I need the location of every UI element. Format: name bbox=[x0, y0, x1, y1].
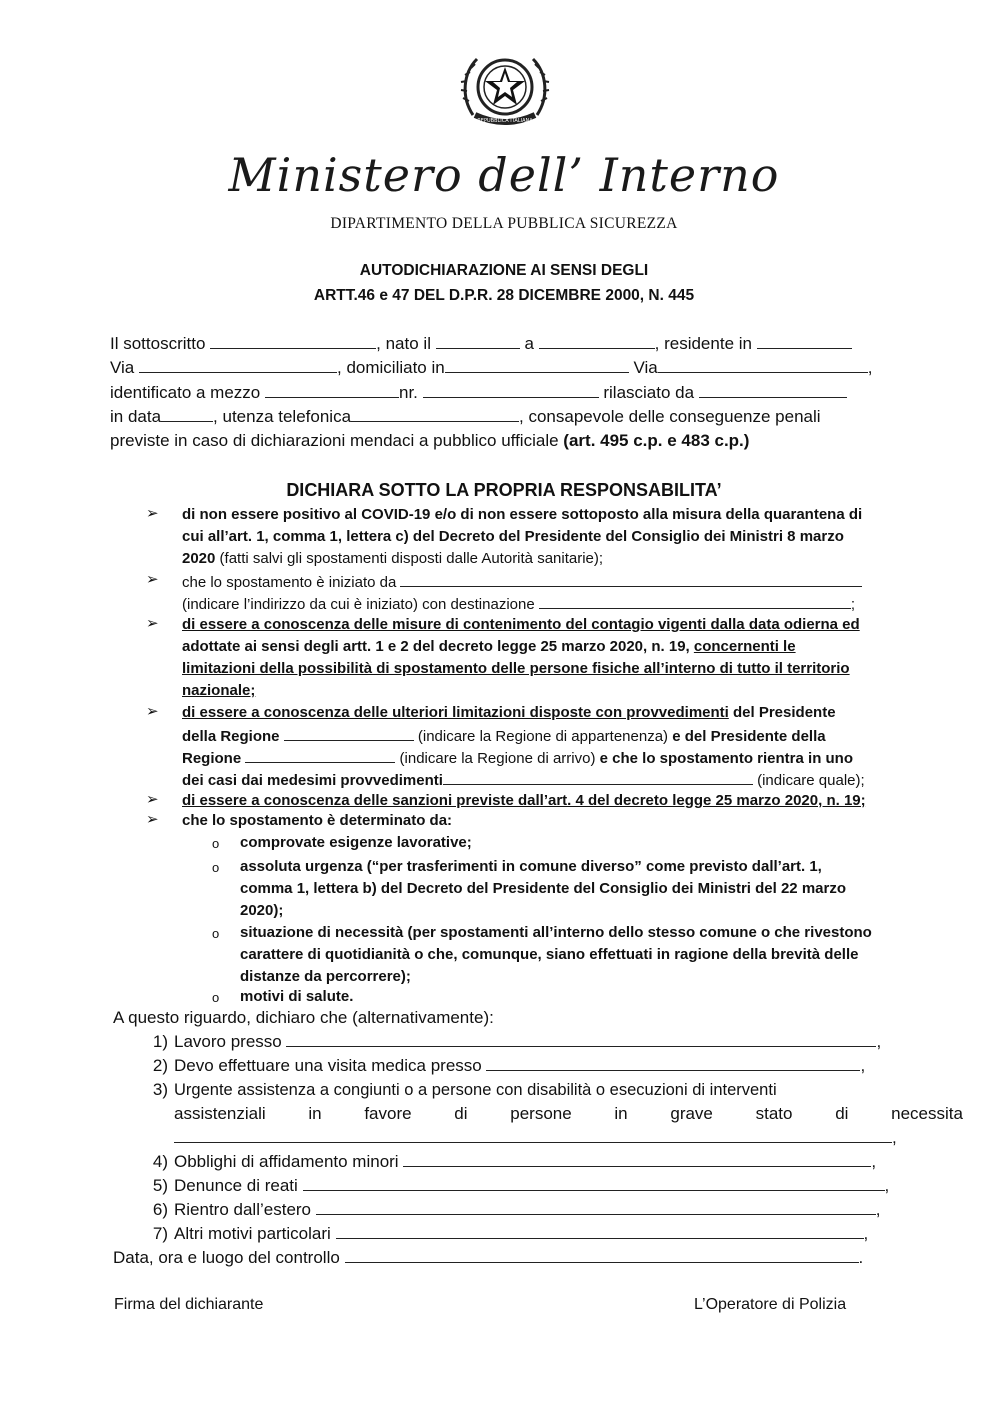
label-residente-in: , residente in bbox=[654, 334, 752, 353]
field-residence[interactable] bbox=[757, 334, 852, 349]
bullet-4-line-1 bbox=[182, 704, 897, 722]
intro-line-2 bbox=[110, 358, 900, 378]
field-denunce[interactable] bbox=[303, 1176, 885, 1191]
arrow-icon: ➢ bbox=[146, 615, 159, 632]
comma: , bbox=[875, 1200, 881, 1219]
field-birth-place[interactable] bbox=[539, 334, 655, 349]
item-label: Lavoro presso bbox=[174, 1032, 282, 1051]
field-region-arrival[interactable] bbox=[245, 748, 395, 763]
ministry-title: Ministero dell’ Interno bbox=[228, 148, 780, 202]
reason-2-line-3: 2020); bbox=[240, 902, 284, 919]
arrow-icon: ➢ bbox=[146, 791, 159, 808]
reason-2-line-1: assoluta urgenza (“per trasferimenti in comune diverso” come previsto dall’art. 1, bbox=[240, 858, 822, 875]
hint-provvedimento: (indicare quale); bbox=[757, 772, 865, 789]
field-document-number[interactable] bbox=[423, 383, 599, 398]
reason-item-6 bbox=[110, 1200, 900, 1220]
controllo-label: Data, ora e luogo del controllo bbox=[113, 1248, 340, 1267]
reason-3-line-1: situazione di necessità (per spostamenti all’interno dello stesso comune o che rivestono bbox=[240, 924, 872, 941]
field-destination[interactable] bbox=[539, 594, 851, 609]
circle-bullet-icon: o bbox=[212, 990, 220, 1005]
reason-item-2 bbox=[110, 1056, 900, 1076]
reason-3-line-2: carattere di quotidianità o che, comunque, siano effettuati in ragione della brevità delle bbox=[240, 946, 859, 963]
label-provvedimenti: dei casi dai medesimi provvedimenti bbox=[182, 772, 443, 789]
item-number: 3) bbox=[152, 1080, 168, 1099]
arrow-icon: ➢ bbox=[146, 811, 159, 828]
label-domiciliato-in: , domiciliato in bbox=[337, 358, 445, 377]
bullet-3-part-b: concernenti le bbox=[693, 638, 796, 655]
comma: , bbox=[884, 1176, 890, 1195]
circle-bullet-icon: o bbox=[212, 836, 220, 851]
item-number: 2) bbox=[152, 1056, 168, 1075]
field-minori[interactable] bbox=[403, 1152, 871, 1167]
field-via[interactable] bbox=[139, 358, 337, 373]
label-consapevole: , consapevole delle conseguenze penali bbox=[519, 407, 821, 426]
field-lavoro[interactable] bbox=[286, 1032, 876, 1047]
label-sottoscritto: Il sottoscritto bbox=[110, 334, 206, 353]
bullet-3-part-a: adottate ai sensi degli artt. 1 e 2 del decreto legge 25 marzo 2020, n. 19, bbox=[182, 638, 694, 655]
circle-bullet-icon: o bbox=[212, 860, 220, 875]
field-altri[interactable] bbox=[336, 1224, 864, 1239]
comma: , bbox=[876, 1032, 882, 1051]
field-issue-date[interactable] bbox=[161, 407, 213, 422]
bullet-4-line-2 bbox=[182, 726, 897, 746]
svg-text:REPUBBLICA ITALIANA: REPUBBLICA ITALIANA bbox=[477, 118, 533, 124]
riguardo-intro: A questo riguardo, dichiaro che (alternativamente): bbox=[113, 1008, 494, 1027]
reason-item-7 bbox=[110, 1224, 900, 1244]
field-issued-by[interactable] bbox=[699, 383, 847, 398]
controllo-line bbox=[113, 1248, 903, 1268]
field-assistenza[interactable] bbox=[174, 1128, 892, 1143]
item-number: 6) bbox=[152, 1200, 168, 1219]
intro-line-1 bbox=[110, 334, 900, 354]
bullet-4-line-3 bbox=[182, 748, 897, 768]
bullet-2-line-2 bbox=[182, 594, 897, 614]
hint-region-arrival: (indicare la Regione di arrivo) bbox=[399, 750, 596, 767]
field-birth-date[interactable] bbox=[436, 334, 520, 349]
item-label: Obblighi di affidamento minori bbox=[174, 1152, 399, 1171]
field-document[interactable] bbox=[265, 383, 399, 398]
item-label: Urgente assistenza a congiunti o a persone con disabilità o esecuzioni di interventi bbox=[174, 1081, 777, 1099]
bullet-4-part-a: di essere a conoscenza delle ulteriori limitazioni disposte con provvedimenti bbox=[182, 704, 729, 721]
reason-item-3 bbox=[110, 1080, 900, 1100]
field-visita[interactable] bbox=[486, 1056, 860, 1071]
reason-item-5 bbox=[110, 1176, 900, 1196]
dichiara-heading: DICHIARA SOTTO LA PROPRIA RESPONSABILITA’ bbox=[286, 480, 722, 500]
arrow-icon: ➢ bbox=[146, 505, 159, 522]
bullet-4-part-c: e del Presidente della bbox=[668, 728, 826, 745]
reason-item-1 bbox=[110, 1032, 900, 1052]
bullet-2-label: che lo spostamento è iniziato da bbox=[182, 574, 397, 591]
item-number: 5) bbox=[152, 1176, 168, 1195]
label-regione-2: Regione bbox=[182, 750, 242, 767]
bullet-2-line-1 bbox=[182, 572, 897, 592]
comma: , bbox=[892, 1128, 897, 1147]
bullet-4-part-b: del Presidente bbox=[728, 704, 836, 721]
label-utenza: , utenza telefonica bbox=[213, 407, 352, 426]
bullet-2-dest-label: (indicare l’indirizzo da cui è iniziato) con destinazione bbox=[182, 596, 535, 613]
reason-2-line-2: comma 1, lettera b) del Decreto del Presidente del Consiglio dei Ministri del 22 marzo bbox=[240, 880, 846, 897]
bullet-1-rest: (fatti salvi gli spostamenti disposti dalle Autorità sanitarie); bbox=[215, 550, 604, 567]
circle-bullet-icon: o bbox=[212, 926, 220, 941]
label-rilasciato: rilasciato da bbox=[603, 383, 695, 402]
firma-label: Firma del dichiarante bbox=[114, 1296, 264, 1313]
bullet-3-line-1: di essere a conoscenza delle misure di contenimento del contagio vigenti dalla data odierna ed bbox=[182, 616, 860, 633]
label-regione-1: della Regione bbox=[182, 728, 280, 745]
period: . bbox=[858, 1248, 864, 1267]
field-via-2[interactable] bbox=[658, 358, 868, 373]
comma: , bbox=[871, 1152, 877, 1171]
department-title: DIPARTIMENTO DELLA PUBBLICA SICUREZZA bbox=[330, 215, 678, 232]
bullet-4-line-4 bbox=[182, 770, 897, 790]
label-in-data: in data bbox=[110, 407, 162, 426]
bullet-6: che lo spostamento è determinato da: bbox=[182, 812, 453, 829]
item-number: 1) bbox=[152, 1032, 168, 1051]
label-via-2: Via bbox=[633, 358, 658, 377]
reason-item-4 bbox=[110, 1152, 900, 1172]
item-label: Rientro dall’estero bbox=[174, 1200, 312, 1219]
hint-region-origin: (indicare la Regione di appartenenza) bbox=[417, 728, 669, 745]
intro-line-5 bbox=[110, 431, 900, 451]
bullet-1-line-3 bbox=[182, 550, 897, 568]
bullet-4-part-d: e che lo spostamento rientra in uno bbox=[595, 750, 854, 767]
reason-1: comprovate esigenze lavorative; bbox=[240, 834, 472, 851]
field-provvedimento[interactable] bbox=[443, 770, 753, 785]
field-region-origin[interactable] bbox=[284, 726, 414, 741]
label-a: a bbox=[524, 334, 534, 353]
arrow-icon: ➢ bbox=[146, 571, 159, 588]
field-rientro[interactable] bbox=[316, 1200, 876, 1215]
item-label: Devo effettuare una visita medica presso bbox=[174, 1056, 482, 1075]
reason-4: motivi di salute. bbox=[240, 988, 354, 1005]
emblem-icon bbox=[459, 45, 551, 127]
item-label: Altri motivi particolari bbox=[174, 1224, 331, 1243]
bullet-5: di essere a conoscenza delle sanzioni previste dall’art. 4 del decreto legge 25 marzo 2020, n. 19; bbox=[182, 792, 866, 809]
label-articoli: (art. 495 c.p. e 483 c.p.) bbox=[563, 431, 750, 450]
field-domicile[interactable] bbox=[445, 358, 629, 373]
operatore-label: L’Operatore di Polizia bbox=[694, 1296, 847, 1313]
intro-line-4 bbox=[110, 407, 900, 427]
label-via: Via bbox=[110, 358, 135, 377]
intro-line-3 bbox=[110, 383, 900, 403]
reason-item-3-line-2: assistenziali in favore di persone in grave stato di necessita bbox=[174, 1104, 963, 1123]
semicolon: ; bbox=[850, 596, 856, 613]
label-nato-il: , nato il bbox=[376, 334, 431, 353]
bullet-3-line-2 bbox=[182, 638, 897, 656]
bullet-1-line-2: cui all’art. 1, comma 1, lettera c) del Decreto del Presidente del Consiglio dei Ministri 8 marzo bbox=[182, 528, 844, 545]
field-controllo[interactable] bbox=[345, 1248, 859, 1263]
reason-3-line-3: distanze da percorrere); bbox=[240, 968, 411, 985]
bullet-3-line-4: nazionale; bbox=[182, 682, 256, 699]
item-number: 7) bbox=[152, 1224, 168, 1243]
label-identificato: identificato a mezzo bbox=[110, 383, 261, 402]
item-label: Denunce di reati bbox=[174, 1176, 298, 1195]
item-number: 4) bbox=[152, 1152, 168, 1171]
title-line-1: AUTODICHIARAZIONE AI SENSI DEGLI bbox=[359, 262, 649, 279]
reason-item-3-line-3 bbox=[174, 1128, 900, 1148]
bullet-3-line-3: limitazioni della possibilità di spostamento delle persone fisiche all’interno di tutto il territorio bbox=[182, 660, 850, 677]
comma: , bbox=[867, 358, 873, 377]
label-nr: nr. bbox=[398, 383, 418, 402]
comma: , bbox=[860, 1056, 866, 1075]
bullet-1-line-1: di non essere positivo al COVID-19 e/o di non essere sottoposto alla misura della quarantena di bbox=[182, 506, 863, 523]
title-line-2: ARTT.46 e 47 DEL D.P.R. 28 DICEMBRE 2000, N. 445 bbox=[313, 287, 695, 304]
bullet-1-year: 2020 bbox=[182, 550, 216, 567]
field-start-address[interactable] bbox=[400, 572, 862, 587]
field-phone[interactable] bbox=[351, 407, 519, 422]
field-name[interactable] bbox=[210, 334, 376, 349]
comma: , bbox=[863, 1224, 869, 1243]
label-previste: previste in caso di dichiarazioni mendaci a pubblico ufficiale bbox=[110, 431, 559, 450]
arrow-icon: ➢ bbox=[146, 703, 159, 720]
